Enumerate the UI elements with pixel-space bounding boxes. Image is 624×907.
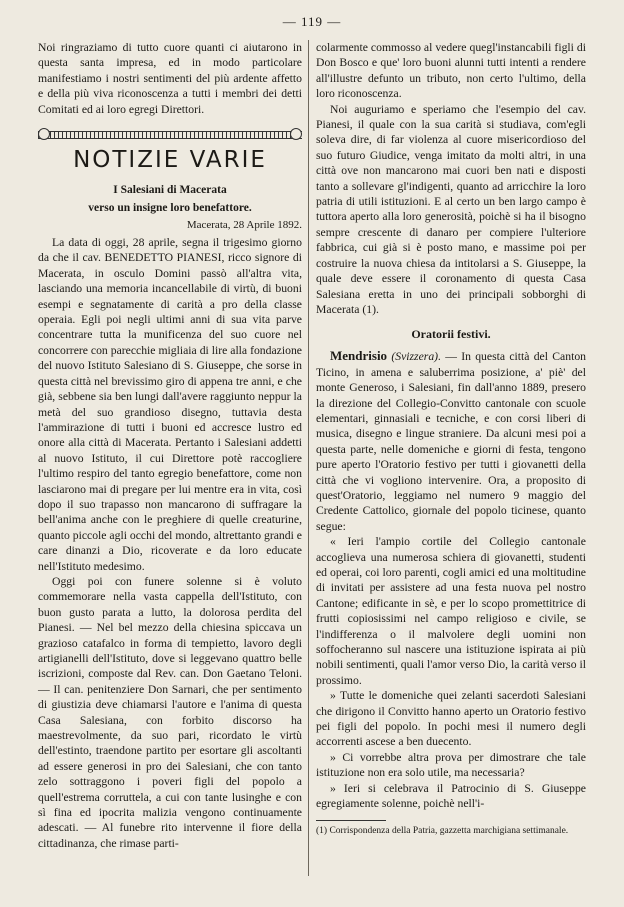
place-name: Mendrisio: [330, 348, 388, 364]
article-title-line-2: verso un insigne loro benefattore.: [88, 202, 252, 215]
place-note: (Svizzera).: [391, 350, 441, 364]
footnote-rule: [316, 820, 386, 821]
ornamental-divider: [38, 131, 302, 139]
dateline: Macerata, 28 Aprile 1892.: [186, 219, 302, 232]
quote-paragraph-2: » Tutte le domeniche quei zelanti sacerdoti Salesiani che dirigono il Convitto hanno aperto un Oratorio festivo pei figli del popolo. In pochi mesi il numero degli accorrenti ascese a ben duecento.: [316, 689, 586, 749]
article-title-line-1: I Salesiani di Macerata: [113, 184, 227, 197]
section-title: NOTIZIE VARIE: [73, 147, 267, 174]
quote-paragraph-3: » Ci vorrebbe altra prova per dimostrare che tale istituzione non era solo utile, ma necessaria?: [316, 750, 586, 780]
mendrisio-text: — In questa città del Canton Ticino, in amena e saluberrima posizione, a' piè' del monte Generoso, i Salesiani, fin dall'anno 1889, presero la direzione del Collegio-Convitto cantonale con scuole elementari, ginnasiali e tecniche, e con corsi liberi di musica, disegno e lingue straniere. Da alcuni mesi poi a questa parte, nelle domeniche e giorni di festa, tengono pure aperto l'Oratorio festivo per tutti i giovanetti della città che vi vogliono intervenire. Ora, a proposito di quest'Oratorio, leggiamo nel numero 9 maggio del Credente Cattolico, giornale del popolo ticinese, quanto segue:: [316, 350, 587, 533]
quote-paragraph-4: » Ieri si celebrava il Patrocinio di S. Giuseppe egregiamente solenne, poichè nell'i-: [316, 781, 586, 811]
left-column: [38, 40, 302, 851]
column-divider: [308, 40, 309, 876]
article-paragraph-2: Oggi poi con funere solenne si è voluto commemorare nella vasta cappella dell'Istituto, con buon gusto parata a lutto, la dolorosa perdita del Pianesi. — Nel bel mezzo della chiesina spiccava un grazioso catafalco in forma di tempietto, lavoro degli artigianelli dell'Istituto, dove si leggevano quattro belle iscrizioni, composte dal Rev. can. Don Gaetano Teloni. — Il can. penitenziere Don Sarnari, che per sentimento di giustizia deve chiamarsi l'autore e l'anima di questa Casa Salesiana, con forbito discorso ha maestrevolmente, da suo pari, ricordato le virtù dell'estinto, traendone partito per esortare gli ascoltanti ad essere generosi in pro dei Salesiani, che con tanto zelo sottraggono i poveri figli del popolo a quell'estrema corruttela, a cui con tante lusinghe e con sì fina ed ipocrita malizia vengono continuamente adescati. — Al funebre rito intervenne il fiore della cittadinanza, che rimase parti-: [38, 574, 302, 850]
mendrisio-paragraph: [316, 348, 586, 534]
right-column: [316, 40, 586, 837]
intro-paragraph: Noi ringraziamo di tutto cuore quanti ci aiutarono in questa santa impresa, ed in modo particolare manifestiamo i nostri sentimenti del più ardente affetto e della più viva riconoscenza a tutti i membri dei detti Comitati ed ai loro egregi Direttori.: [38, 41, 302, 116]
subsection-title: Oratorii festivi.: [411, 327, 491, 342]
article-paragraph-continued: colarmente commosso al vedere quegl'instancabili figli di Don Bosco e que' loro buoni alunni tutti intenti a rendere all'illustre defunto un tributo, non certo l'ultimo, della loro riconoscenza.: [316, 41, 586, 101]
article-paragraph-1: La data di oggi, 28 aprile, segna il trigesimo giorno da che il cav. BENEDETTO PIANESI, ricco signore di Macerata, in osculo Domini passò all'altra vita, lasciando una memoria incancellabile di virtù, di buoni esempi e segnatamente di carità a pro della classe operaia. Egli poi negli ultimi anni di sua vita parve concentrare tutta la munificenza del suo cuore nel concorrere con parecchie migliaia di lire alla fondazione del nuovo Istituto Salesiano di S. Giuseppe, che sorse in questa città nel brevissimo giro di appena tre anni, e che già, sebbene sia ben lungi dall'avere raggiunto neppur la metà del suo grandioso disegno, tuttavia desta l'ammirazione di tutti i buoni ed accresce lustro ed onore alla città di Macerata. Pertanto i Salesiani addetti al nuovo Istituto, il cui Direttore potè raccogliere l'ultimo respiro del tanto egregio benefattore, come non lasciarono mai di pregare per lui mentre era in vita, così dopo il suo trapasso non mancarono di suffragare la bell'anima anche con le preghiere di quelle creaturine, quanto piccole agli occhi del mondo, altrettanto grandi e care dinanzi a Dio, ricoverate e da loro educate nell'Istituto medesimo.: [38, 236, 302, 573]
quote-paragraph-1: « Ieri l'ampio cortile del Collegio cantonale accoglieva una numerosa schiera di giovanetti, studenti ed operai, coi loro parenti, cogli amici ed una moltitudine di invitati per assistere ad una festa nuova pel nostro Cantone; edificante in sè, e per lo scopo promettitrice di frutti copiosissimi nel campo religioso e civile, se l'indifferenza o il malvolere degli uomini non soffocheranno sul nascere una istituzione ispirata ai più nobili sentimenti, quali l'amor verso Dio, la carità verso il prossimo.: [316, 535, 586, 687]
article-paragraph-3: Noi auguriamo e speriamo che l'esempio del cav. Pianesi, il quale con la sua carità si studiava, com'egli soleva dire, di far violenza al cuore misericordioso del suo futuro Giudice, venga imitato da molti altri, in una città ove non mancarono mai cuori ben nati e disposti tanto a sollevare gl'indigenti, quanto ad arricchire la loro patria di utili istituzioni. E al certo un ben largo campo è tuttora aperto alla loro generosità, poichè si ha il bisogno sempre crescente di danaro per compiere l'ulteriore fabbrica, cui già si è posto mano, e massime poi per costruire la nuova chiesa da intitolarsi a S. Giuseppe, la quale deve essere il coronamento di questa Casa Salesiana eretta in uno dei principali sobborghi di Macerata (1).: [316, 102, 586, 316]
page-number: — 119 —: [282, 14, 342, 29]
footnote: (1) Corrispondenza della Patria, gazzetta marchigiana settimanale.: [316, 825, 569, 836]
